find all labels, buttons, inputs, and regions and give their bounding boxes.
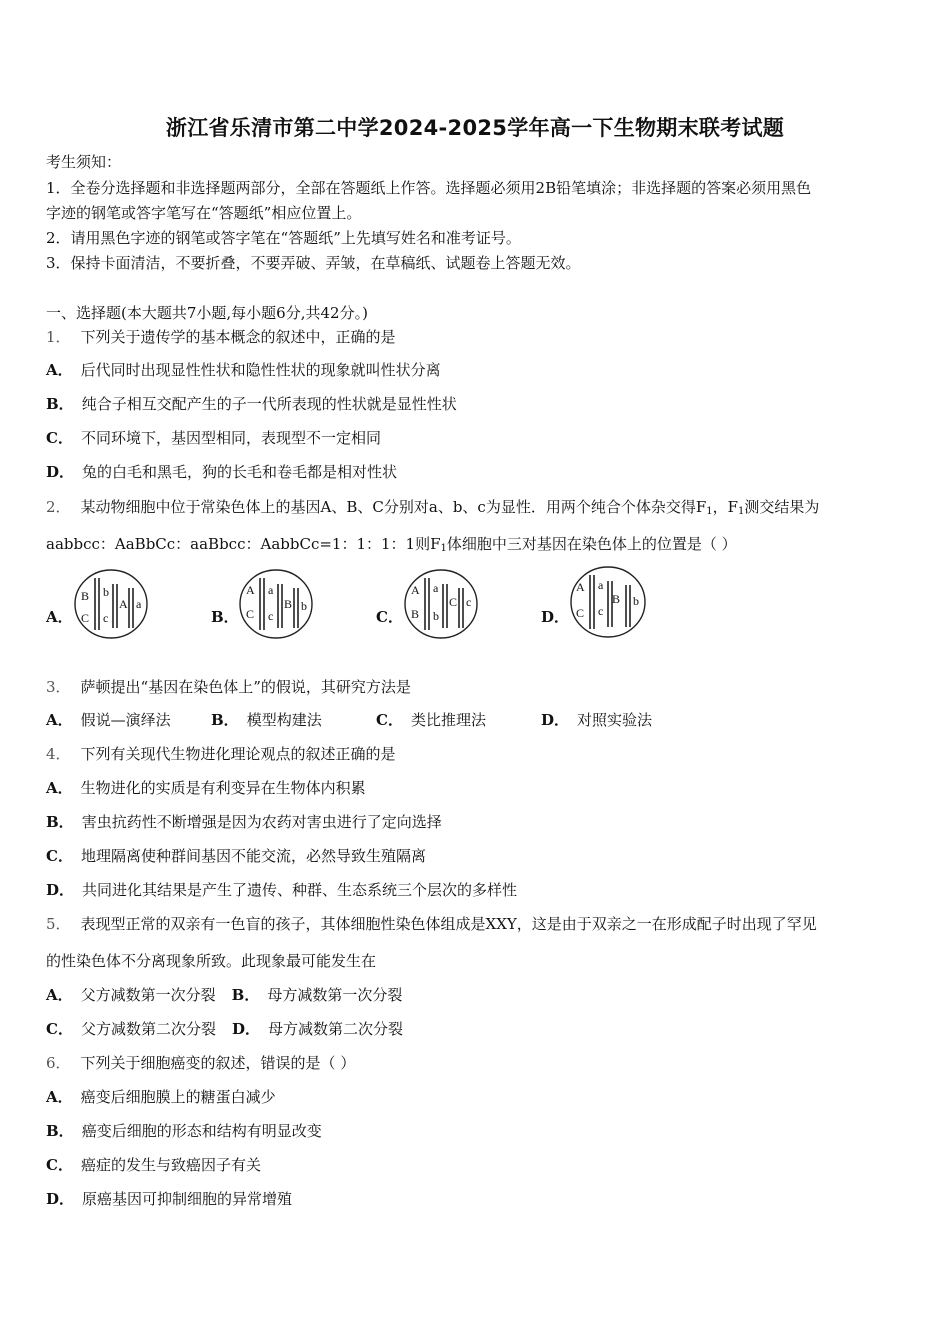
gene-label: a (136, 597, 142, 611)
option-c: C． 类比推理法 (376, 711, 486, 729)
option-d: D． (231, 1020, 260, 1038)
option-c: C． 癌症的发生与致癌因子有关 (46, 1156, 261, 1174)
option-a: A． 生物进化的实质是有利变异在生物体内积累 (46, 779, 366, 797)
question-number: 3． (46, 678, 71, 696)
option-a: A． 后代同时出现显性性状和隐性性状的现象就叫性状分离 (46, 361, 441, 379)
question-5-line-2: 的性染色体不分离现象所致。此现象最可能发生在 (46, 952, 377, 970)
option-c: C． (376, 608, 403, 626)
question-number: 6． (46, 1054, 71, 1072)
notice-item: 字迹的钢笔或答字笔写在“答题纸”相应位置上。 (46, 204, 362, 222)
page-title: 浙江省乐清市第二中学2024-2025学年高一下生物期末联考试题 (165, 116, 785, 140)
option-d: D． 共同进化其结果是产生了遗传、种群、生态系统三个层次的多样性 (46, 881, 518, 899)
question-stem: 下列关于细胞癌变的叙述，错误的是（ ） (80, 1054, 356, 1072)
gene-label: b (433, 609, 439, 623)
question-1 (46, 327, 396, 347)
question-number: 1． (46, 328, 71, 346)
option-b: B． 模型构建法 (211, 711, 322, 729)
question-number: 2． (46, 498, 71, 516)
option-b: B． 癌变后细胞的形态和结构有明显改变 (46, 1122, 322, 1140)
gene-label: C (81, 611, 90, 625)
gene-label: C (246, 607, 255, 621)
option-c: C． 不同环境下，基因型相同，表现型不一定相同 (46, 429, 381, 447)
option-a: A． 假说—演绎法 (46, 711, 171, 729)
question-number: 4． (46, 745, 71, 763)
notice-item: 2．请用黑色字迹的钢笔或答字笔在“答题纸”上先填写姓名和准考证号。 (46, 229, 521, 247)
cell-diagram-d (568, 565, 648, 639)
gene-label: b (103, 585, 109, 599)
notice-heading: 考生须知： (46, 153, 122, 171)
question-stem: 下列关于遗传学的基本概念的叙述中，正确的是 (80, 328, 396, 346)
gene-label: b (301, 599, 307, 613)
gene-label: c (268, 609, 274, 623)
options-row: A． 父方减数第一次分裂 B． 母方减数第一次分裂 (46, 986, 403, 1004)
gene-label: B (612, 592, 621, 606)
option-c: C． 地理隔离使种群间基因不能交流，必然导致生殖隔离 (46, 847, 426, 865)
question-2: 2． 某动物细胞中位于常染色体上的基因A、B、C分别对a、b、c为显性．用两个纯合个体杂交得$F_1$，$F_1$测交结果为 (46, 498, 820, 517)
gene-label: A (119, 597, 128, 611)
cell-diagram-a (73, 568, 149, 640)
cell-diagram-b (238, 568, 314, 640)
gene-label: A (411, 583, 420, 597)
gene-label: C (576, 606, 585, 620)
gene-label: A (576, 580, 585, 594)
section-heading: 一、选择题(本大题共7小题,每小题6分,共42分。) (46, 304, 368, 322)
question-stem: 下列有关现代生物进化理论观点的叙述正确的是 (80, 745, 396, 763)
option-a: A． 癌变后细胞膜上的糖蛋白减少 (46, 1088, 276, 1106)
gene-label: B (411, 607, 420, 621)
option-b: B． (231, 986, 260, 1004)
gene-label: A (246, 583, 255, 597)
gene-label: a (268, 583, 274, 597)
cell-diagram-c (403, 568, 479, 640)
options-row (46, 710, 906, 730)
option-a: A． (46, 608, 73, 626)
option-a: A． (46, 986, 73, 1004)
question-number: 5． (46, 915, 71, 933)
option-d: D． (541, 608, 570, 626)
option-b: B． 纯合子相互交配产生的子一代所表现的性状就是显性性状 (46, 395, 457, 413)
gene-label: C (449, 595, 458, 609)
question-stem: 萨顿提出“基因在染色体上”的假说，其研究方法是 (80, 678, 411, 696)
gene-label: b (633, 594, 639, 608)
question-stem: 表现型正常的双亲有一色盲的孩子，其体细胞性染色体组成是XXY，这是由于双亲之一在形成配子时出现了罕见 (80, 915, 817, 933)
gene-label: B (81, 589, 90, 603)
option-d: D． 原癌基因可抑制细胞的异常增殖 (46, 1190, 293, 1208)
gene-label: a (598, 578, 604, 592)
gene-label: a (433, 581, 439, 595)
question-6 (46, 1053, 355, 1073)
gene-label: B (284, 597, 293, 611)
option-d: D． 兔的白毛和黑毛，狗的长毛和卷毛都是相对性状 (46, 463, 398, 481)
question-3 (46, 677, 411, 697)
option-b: B． (211, 608, 239, 626)
gene-label: c (466, 595, 472, 609)
question-2-line-2: aabbcc：AaBbCc：aaBbcc：AabbCc=1：1：1：1则$F_1$体细胞中三对基因在染色体上的位置是（ ） (46, 535, 737, 554)
options-row: C． 父方减数第二次分裂 D． 母方减数第二次分裂 (46, 1020, 403, 1038)
notice-item: 1．全卷分选择题和非选择题两部分，全部在答题纸上作答。选择题必须用2B铅笔填涂；非选择题的答案必须用黑色 (46, 179, 812, 197)
notice-item: 3．保持卡面清洁，不要折叠，不要弄破、弄皱，在草稿纸、试题卷上答题无效。 (46, 254, 581, 272)
gene-label: c (103, 611, 109, 625)
question-5 (46, 914, 817, 934)
option-c: C． (46, 1020, 73, 1038)
option-d: D． 对照实验法 (541, 711, 653, 729)
question-4 (46, 744, 396, 764)
gene-label: c (598, 604, 604, 618)
option-b: B． 害虫抗药性不断增强是因为农药对害虫进行了定向选择 (46, 813, 442, 831)
